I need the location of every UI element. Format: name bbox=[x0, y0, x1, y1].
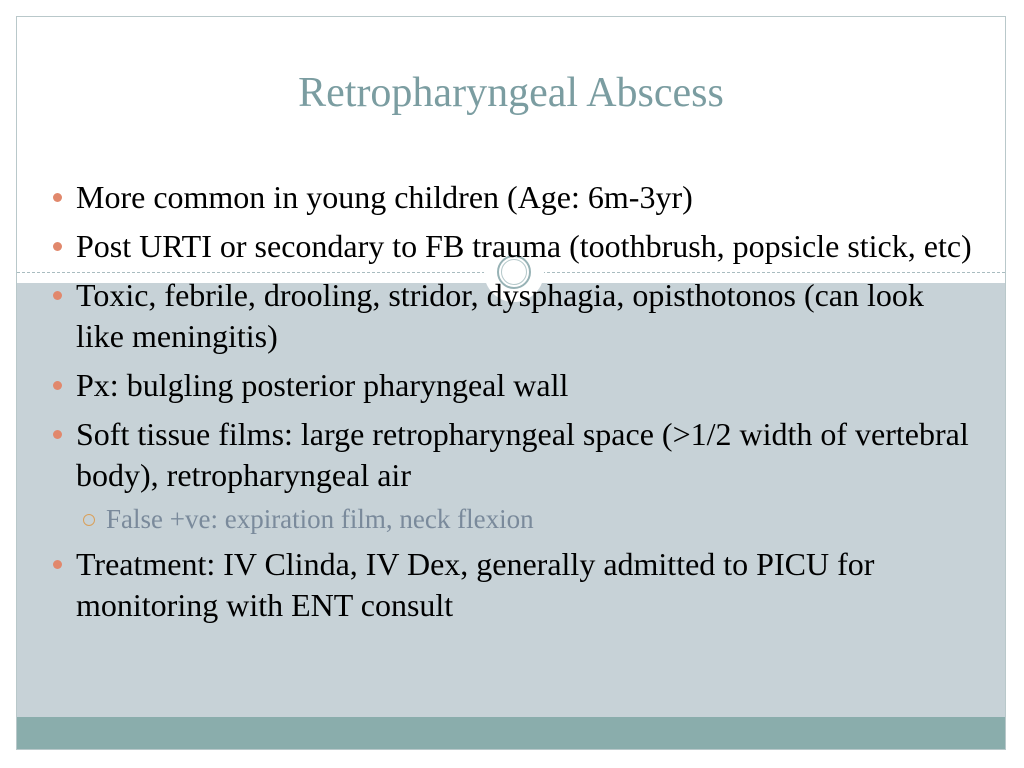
bullet-text: Toxic, febrile, drooling, stridor, dysphagia, opisthotonos (can look like meningitis) bbox=[76, 277, 924, 354]
bullet-dot-icon bbox=[53, 193, 62, 202]
bullet-dot-icon bbox=[53, 381, 62, 390]
footer-bar bbox=[17, 717, 1005, 750]
bullet-text: Soft tissue films: large retropharyngeal space (>1/2 width of vertebral body), retropharyngeal air bbox=[76, 416, 969, 493]
bullet-item bbox=[53, 177, 973, 218]
bullet-item bbox=[53, 226, 973, 267]
bullet-item bbox=[53, 365, 973, 406]
sub-bullet-item bbox=[53, 502, 973, 536]
sub-bullet-text: False +ve: expiration film, neck flexion bbox=[106, 504, 534, 534]
bullet-dot-icon bbox=[53, 242, 62, 251]
slide-title: Retropharyngeal Abscess bbox=[298, 70, 724, 116]
bullet-dot-icon bbox=[53, 291, 62, 300]
bullet-text: Post URTI or secondary to FB trauma (toothbrush, popsicle stick, etc) bbox=[76, 228, 972, 264]
bullet-list bbox=[53, 177, 973, 634]
bullet-item bbox=[53, 544, 973, 626]
bullet-text: More common in young children (Age: 6m-3yr) bbox=[76, 179, 693, 215]
bullet-dot-icon bbox=[53, 430, 62, 439]
slide bbox=[16, 16, 1006, 750]
bullet-text: Treatment: IV Clinda, IV Dex, generally admitted to PICU for monitoring with ENT consult bbox=[76, 546, 875, 623]
bullet-item bbox=[53, 275, 973, 357]
sub-bullet-ring-icon bbox=[83, 514, 95, 526]
bullet-dot-icon bbox=[53, 560, 62, 569]
bullet-item bbox=[53, 414, 973, 496]
bullet-text: Px: bulgling posterior pharyngeal wall bbox=[76, 367, 569, 403]
